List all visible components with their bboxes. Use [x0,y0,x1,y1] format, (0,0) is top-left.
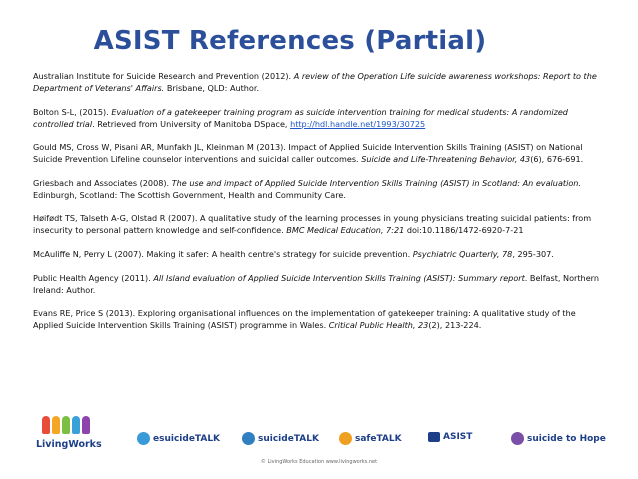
suicidetalk-label: suicideTALK [258,433,319,444]
reference-italic-text: Suicide and Life-Threatening Behavior, 43 [361,154,531,165]
reference-text: Bolton S-L, (2015). [33,106,112,117]
reference-italic-text: The use and impact of Applied Suicide Intervention Skills Training (ASIST) in Scotland: An evaluation. [171,177,581,188]
reference-text: McAuliffe N, Perry L (2007). Making it safer: A health centre's strategy for suicide prevention. [33,248,413,259]
esuicidetalk-icon [137,432,150,445]
reference-entry [33,106,603,130]
reference-entry [33,307,603,331]
reference-text: Griesbach and Associates (2008). [33,177,172,188]
reference-list [33,70,603,343]
reference-italic-text: Psychiatric Quarterly, 78 [412,248,513,259]
reference-italic-text: Evaluation of a gatekeeper training program as suicide intervention training for medical students: A randomized controlled trial [33,106,568,129]
reference-text: Gould MS, Cross W, Pisani AR, Munfakh JL, Kleinman M (2013). Impact of Applied Suicide Intervention Skills Training (ASIST) on National Suicide Prevention Lifeline counselor interventions and suicidal caller outcomes. [33,142,583,165]
esuicidetalk-logo [137,432,220,445]
reference-text: Public Health Agency (2011). [33,272,154,283]
reference-text: (6), 676-691. [530,154,584,165]
reference-italic-text: All Island evaluation of Applied Suicide Intervention Skills Training (ASIST): Summary report [153,272,525,283]
reference-entry [33,70,603,94]
people-figures-icon [36,416,96,438]
livingworks-label: LivingWorks [36,439,102,450]
asist-label: ASIST [443,432,473,442]
suicidetohope-label: suicide to Hope [527,433,606,444]
reference-entry [33,248,603,260]
reference-text: Australian Institute for Suicide Research and Prevention (2012). [33,71,294,81]
livingworks-logo [36,416,102,450]
suicidetohope-logo [511,432,606,445]
suicidetohope-icon [511,432,524,445]
reference-italic-text: BMC Medical Education, 7:21 [286,225,405,236]
reference-text: . Belfast, Northern Ireland: Author. [33,272,599,295]
reference-link[interactable]: http://hdl.handle.net/1993/30725 [290,118,426,129]
reference-text: Evans RE, Price S (2013). Exploring organisational influences on the implementation of gatekeeper training: A qualitative study of the Applied Suicide Intervention Skills Training (ASIST) programme in Wales. [33,308,576,331]
reference-text: Edinburgh, Scotland: The Scottish Government, Health and Community Care. [33,189,346,200]
copyright-text: © LivingWorks Education www.livingworks.net [260,459,378,465]
safetalk-logo [339,432,402,445]
reference-entry [33,212,603,236]
reference-text: doi:10.1186/1472-6920-7-21 [404,225,524,236]
reference-text: Høifødt TS, Talseth A-G, Olstad R (2007). A qualitative study of the learning processes in young physicians treating suicidal patients: from insecurity to personal pattern knowledge and self-confidence. [33,213,592,236]
asist-icon [428,432,440,442]
reference-entry [33,141,603,165]
safetalk-icon [339,432,352,445]
safetalk-label: safeTALK [355,433,402,444]
reference-entry [33,177,603,201]
reference-text: (2), 213-224. [428,320,482,331]
reference-text: Brisbane, QLD: Author. [164,83,260,93]
page-title: ASIST References (Partial) [93,26,487,56]
reference-italic-text: A review of the Operation Life suicide awareness workshops: Report to the Department of Veterans' Affairs. [33,71,597,93]
reference-text: . Retrieved from University of Manitoba DSpace, [92,118,291,129]
esuicidetalk-label: esuicideTALK [153,433,221,444]
reference-italic-text: Critical Public Health, 23 [328,320,429,331]
asist-logo [428,432,472,442]
reference-entry [33,272,603,296]
suicidetalk-logo [242,432,319,445]
suicidetalk-icon [242,432,255,445]
reference-text: , 295-307. [512,248,554,259]
